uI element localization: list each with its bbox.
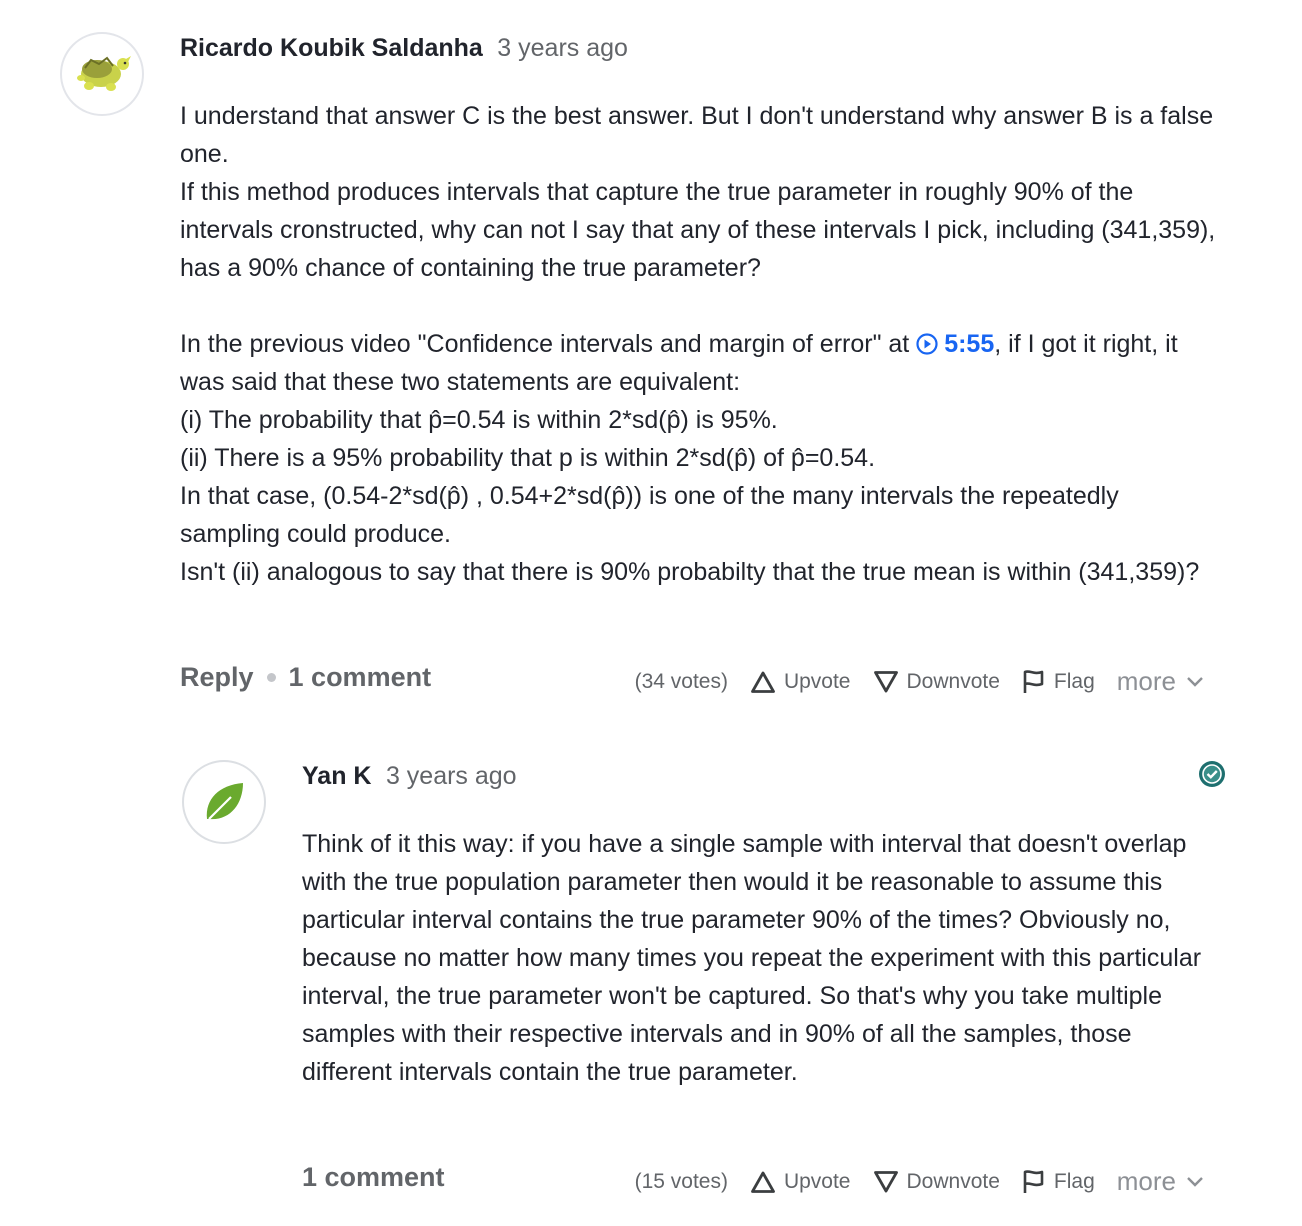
question-actions-left — [180, 662, 431, 693]
answer-body — [302, 825, 1227, 1091]
downvote-button[interactable]: Downvote — [873, 670, 1000, 694]
downvote-icon — [873, 1170, 899, 1194]
author-avatar[interactable] — [60, 32, 144, 116]
separator-dot — [267, 673, 276, 682]
more-menu-button[interactable]: more — [1117, 1166, 1212, 1197]
flag-icon — [1022, 1169, 1046, 1195]
question-actions-right — [635, 666, 1212, 697]
paragraph: (ii) There is a 95% probability that p is within 2*sd(p̂) of p̂=0.54. — [180, 444, 876, 472]
leaf-icon — [197, 775, 251, 829]
flag-button[interactable]: Flag — [1022, 669, 1095, 695]
question-body — [180, 97, 1225, 591]
verified-badge — [1198, 760, 1226, 788]
upvote-button[interactable]: Upvote — [750, 1170, 851, 1194]
author-line — [302, 762, 517, 791]
reply-button[interactable]: Reply — [180, 662, 254, 692]
author-avatar[interactable] — [182, 760, 266, 844]
answer-actions-left — [302, 1162, 445, 1193]
paragraph: In that case, (0.54-2*sd(p̂) , 0.54+2*sd(p̂)) is one of the many intervals the repeatedly sampling could produce. — [180, 482, 1119, 548]
paragraph: Isn't (ii) analogous to say that there is 90% probabilty that the true mean is within (341,359)? — [180, 558, 1200, 586]
vote-count: (15 votes) — [634, 1169, 728, 1193]
flag-icon — [1022, 669, 1046, 695]
paragraph: Think of it this way: if you have a single sample with interval that doesn't overlap with the true population parameter then would it be reasonable to assume this particular interval contains the true parameter 90% of the times? Obviously no, because no matter how many times you repeat the experiment with this particular interval, the true parameter won't be captured. So that's why you take multiple samples with their respective intervals and in 90% of all the samples, those different intervals contain the true parameter. — [302, 830, 1202, 1086]
checkmark-badge-icon — [1198, 760, 1226, 788]
downvote-icon — [873, 670, 899, 694]
chevron-down-icon — [1186, 676, 1204, 688]
paragraph: (i) The probability that p̂=0.54 is within 2*sd(p̂) is 95%. — [180, 406, 778, 434]
chevron-down-icon — [1186, 1176, 1204, 1188]
timestamp-link[interactable]: 5:55 — [916, 330, 994, 358]
post-time: 3 years ago — [497, 34, 628, 62]
upvote-icon — [750, 1170, 776, 1194]
author-line — [180, 34, 628, 63]
vote-count: (34 votes) — [634, 669, 728, 693]
paragraph: If this method produces intervals that capture the true parameter in roughly 90% of the intervals cronstructed, why can not I say that any of these intervals I pick, including (341,359), has a 90% chance of containing the true parameter? — [180, 178, 1216, 282]
answer-actions-right — [635, 1166, 1212, 1197]
post-time: 3 years ago — [385, 762, 517, 790]
comments-toggle[interactable]: 1 comment — [302, 1162, 445, 1192]
upvote-button[interactable]: Upvote — [750, 670, 851, 694]
comments-toggle[interactable]: 1 comment — [288, 662, 432, 692]
author-name[interactable]: Ricardo Koubik Saldanha — [180, 34, 483, 62]
upvote-icon — [750, 670, 776, 694]
more-menu-button[interactable]: more — [1117, 666, 1212, 697]
downvote-button[interactable]: Downvote — [873, 1170, 1000, 1194]
turtle-icon — [67, 44, 137, 104]
paragraph: I understand that answer C is the best answer. But I don't understand why answer B is a false one. — [180, 102, 1214, 168]
play-circle-icon — [916, 333, 938, 355]
paragraph: In the previous video "Confidence intervals and margin of error" at 5:55, if I got it right, it was said that these two statements are equivalent: — [180, 330, 1178, 396]
flag-button[interactable]: Flag — [1022, 1169, 1095, 1195]
author-name[interactable]: Yan K — [302, 762, 372, 790]
